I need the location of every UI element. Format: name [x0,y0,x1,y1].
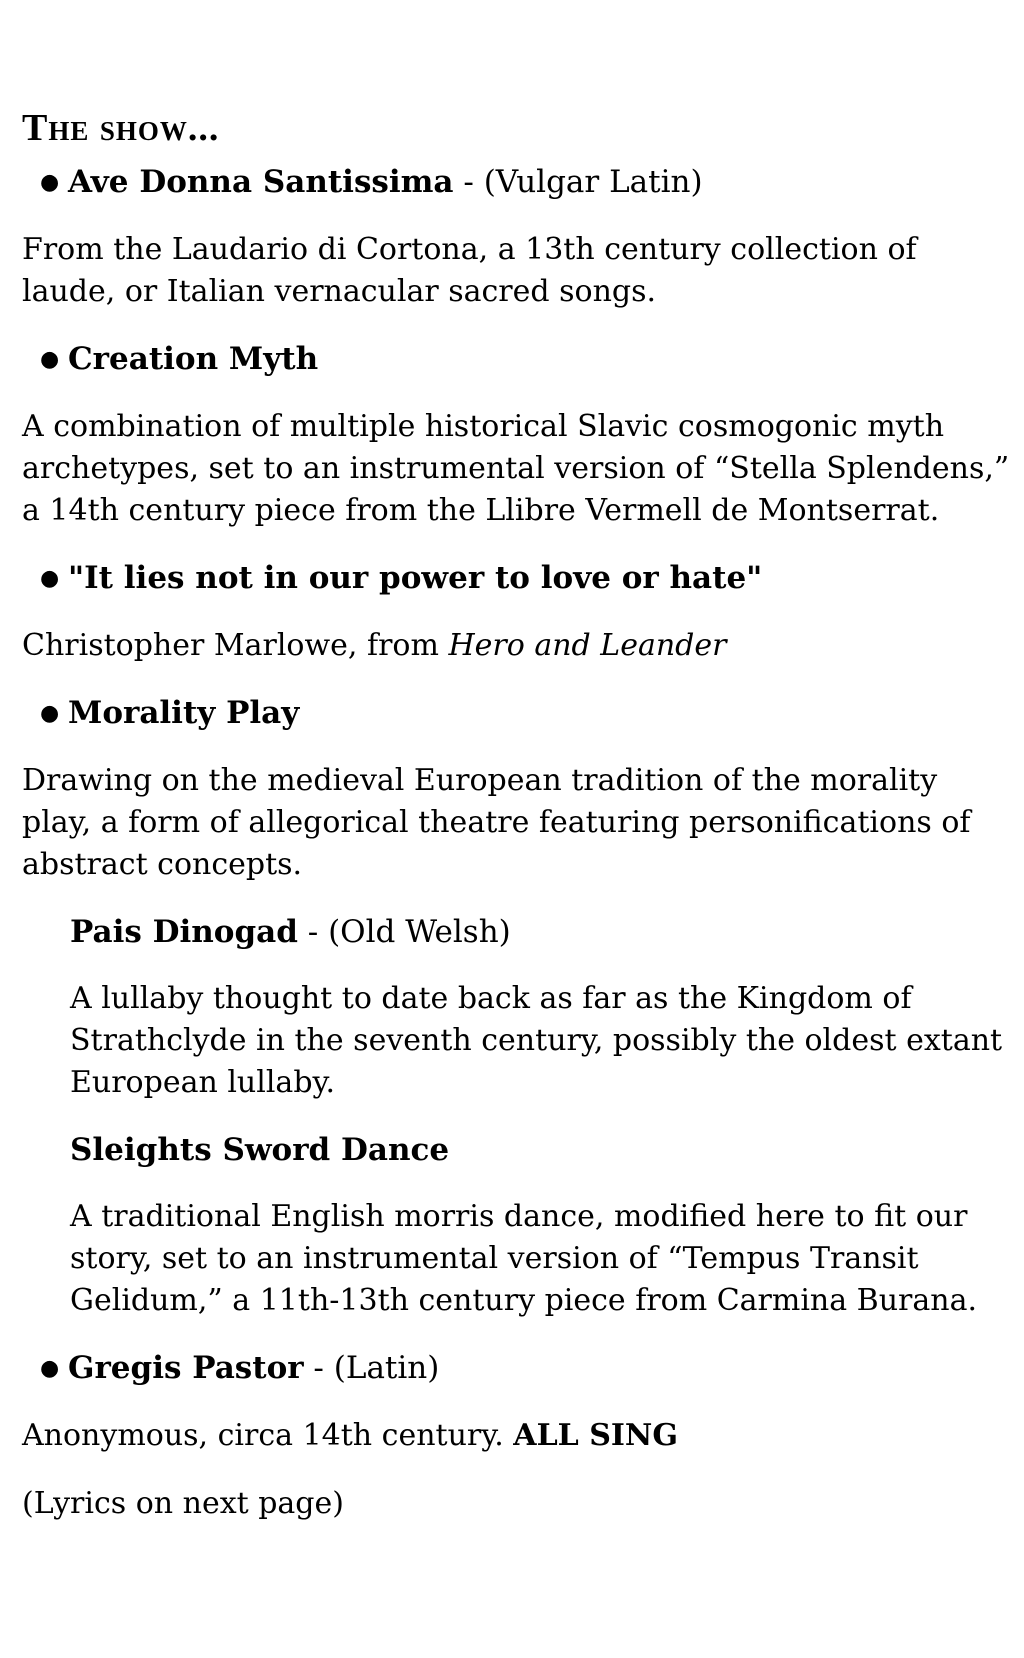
program-page [22,104,1012,1525]
piece-language: - (Latin) [303,1350,440,1386]
description-text: Christopher Marlowe, from [22,628,449,663]
subpiece-title-pais-dinogad [70,912,1012,952]
piece-name: "It lies not in our power to love or hate" [68,560,763,596]
lyrics-note: (Lyrics on next page) [22,1486,344,1521]
piece-description: A lullaby thought to date back as far as the Kingdom of Strathclyde in the seventh century, possibly the oldest extant European lullaby. [70,981,1003,1100]
piece-name: Pais Dinogad [70,914,298,950]
piece-description [22,625,1012,667]
piece-name: Sleights Sword Dance [70,1132,450,1168]
page-title: The show... [22,107,220,149]
piece-description: Drawing on the medieval European tradition of the morality play, a form of allegorical theatre featuring personifications of abstract concepts. [22,763,971,882]
piece-description [22,1415,1012,1457]
subsection [22,912,1012,1322]
bullet-icon: ● [40,170,60,195]
subpiece-title-sleights-sword-dance [70,1130,1012,1170]
piece-language: - (Vulgar Latin) [453,164,703,200]
piece-title-ave-donna [22,162,1012,203]
piece-title-morality-play [22,693,1012,734]
bullet-icon: ● [40,701,60,726]
piece-title-marlowe-poem [22,558,1012,599]
piece-title-gregis-pastor [22,1348,1012,1389]
bullet-icon: ● [40,566,60,591]
piece-description: A combination of multiple historical Slavic cosmogonic myth archetypes, set to an instrumental version of “Stella Splendens,” a 14th century piece from the Llibre Vermell de Montserrat. [22,409,1010,528]
work-title: Hero and Leander [448,628,727,663]
piece-title-creation-myth [22,339,1012,380]
all-sing-note: ALL SING [513,1418,678,1453]
bullet-icon: ● [40,347,60,372]
piece-name: Gregis Pastor [68,1350,304,1386]
piece-name: Morality Play [68,695,300,731]
piece-name: Creation Myth [68,341,319,377]
piece-language: - (Old Welsh) [297,914,511,950]
piece-description: A traditional English morris dance, modified here to fit our story, set to an instrumental version of “Tempus Transit Gelidum,” a 11th-13th century piece from Carmina Burana. [70,1199,978,1318]
piece-name: Ave Donna Santissima [68,164,454,200]
piece-description: From the Laudario di Cortona, a 13th century collection of laude, or Italian vernacular sacred songs. [22,232,917,309]
bullet-icon: ● [40,1356,60,1381]
description-text: Anonymous, circa 14th century. [22,1418,514,1453]
